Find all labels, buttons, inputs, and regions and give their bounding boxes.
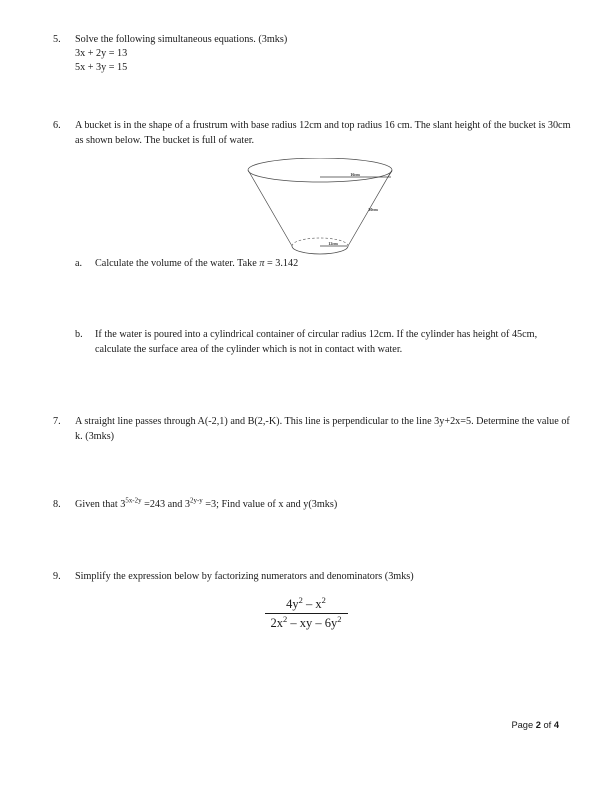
fraction-denominator	[265, 614, 348, 631]
question-7-text: A straight line passes through A(-2,1) and B(2,-K). This line is perpendicular to the line 3y+2x=5. Determine the value of k. (3mks)	[75, 416, 570, 442]
question-6-part-a	[75, 257, 575, 272]
top-rim-front-arc	[248, 170, 392, 182]
question-6-part-b	[75, 328, 575, 357]
top-radius-label: 16cm	[350, 172, 360, 177]
numerator-exponent-2: 2	[321, 594, 326, 605]
q8-segment-2: =243 and 3	[141, 499, 191, 510]
question-6a-text-after-pi: = 3.142	[264, 258, 299, 269]
algebraic-fraction	[265, 596, 348, 631]
question-5-equation-2: 5x + 3y = 15	[75, 62, 128, 73]
base-front-arc	[292, 246, 348, 254]
denominator-term-1: 2x	[270, 616, 283, 630]
question-6b-label: b.	[75, 329, 83, 340]
footer-prefix: Page	[511, 720, 536, 730]
numerator-exponent-1: 2	[298, 594, 303, 605]
question-8-number: 8.	[53, 499, 61, 510]
denominator-term-2: – xy – 6y	[287, 616, 338, 630]
page-footer	[0, 720, 559, 730]
pi-symbol: π	[259, 258, 265, 269]
question-9-expression-container	[0, 596, 612, 631]
top-rim-back-arc	[248, 158, 392, 170]
question-6-text: A bucket is in the shape of a frustrum with base radius 12cm and top radius 16 cm. The slant height of the bucket is 30cm as shown below. The bucket is full of water.	[75, 120, 571, 146]
q8-segment-3: =3; Find value of x and y(3mks)	[202, 499, 338, 510]
footer-current-page: 2	[535, 720, 541, 730]
question-8	[53, 498, 573, 513]
base-radius-label: 12cm	[328, 241, 338, 246]
footer-middle: of	[540, 720, 554, 730]
question-6a-text	[95, 257, 575, 272]
question-6b-text: If the water is poured into a cylindrical container of circular radius 12cm. If the cylinder has height of 45cm, calculate the surface area of the cylinder which is not in contact with water.	[95, 329, 538, 355]
question-5-equation-1: 3x + 2y = 13	[75, 48, 128, 59]
frustum-bucket-diagram	[240, 158, 410, 258]
q8-exponent-2: 2y-y	[190, 497, 203, 505]
numerator-term-1: 4y	[286, 597, 299, 611]
question-8-text	[75, 498, 573, 513]
question-9-number: 9.	[53, 571, 61, 582]
numerator-term-2: – x	[302, 597, 322, 611]
base-back-arc-dashed	[292, 238, 348, 246]
fraction-numerator	[265, 596, 348, 614]
denominator-exponent-2: 2	[337, 613, 342, 624]
question-5-number: 5.	[53, 34, 61, 45]
question-6	[53, 119, 573, 148]
question-7-number: 7.	[53, 416, 61, 427]
question-6-number: 6.	[53, 120, 61, 131]
slant-height-label: 30cm	[368, 207, 378, 212]
footer-total-pages: 4	[553, 720, 559, 730]
question-7	[53, 415, 573, 444]
q8-exponent-1: 5x-2y	[125, 497, 142, 505]
denominator-exponent-1: 2	[283, 613, 288, 624]
left-slant-side	[248, 170, 292, 246]
question-5-text: Solve the following simultaneous equations. (3mks)	[75, 34, 288, 45]
question-6a-label: a.	[75, 258, 83, 269]
question-6a-text-before-pi: Calculate the volume of the water. Take	[95, 258, 260, 269]
q8-segment-1: Given that 3	[75, 499, 126, 510]
question-9-text: Simplify the expression below by factorizing numerators and denominators (3mks)	[75, 571, 414, 582]
question-9	[53, 570, 573, 585]
question-5	[53, 33, 573, 48]
